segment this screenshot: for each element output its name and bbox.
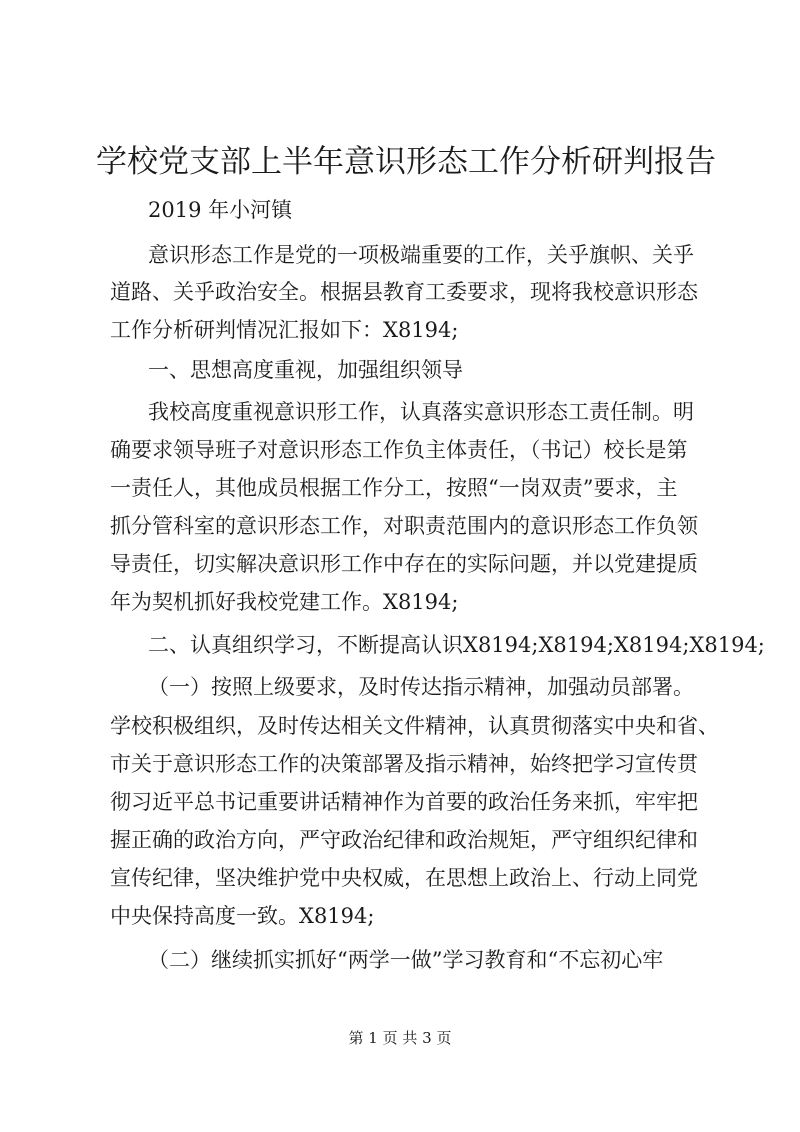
paragraph-line: （二）继续抓实抓好“两学一做”学习教育和“不忘初心牢 (148, 948, 664, 972)
paragraph-line: 工作分析研判情况汇报如下：X8194; (110, 318, 459, 342)
paragraph-line: 我校高度重视意识形工作，认真落实意识形态工责任制。明 (148, 400, 694, 424)
paragraph-line: 导责任，切实解决意识形工作中存在的实际问题，并以党建提质 (110, 552, 698, 576)
paragraph-line: 宣传纪律，坚决维护党中央权威，在思想上政治上、行动上同党 (110, 866, 698, 890)
paragraph-line: 确要求领导班子对意识形态工作负主体责任，（书记）校长是第 (110, 438, 688, 462)
paragraph-line: 意识形态工作是党的一项极端重要的工作，关乎旗帜、关乎 (148, 243, 694, 267)
paragraph-line: 市关于意识形态工作的决策部署及指示精神，始终把学习宣传贯 (110, 752, 698, 776)
paragraph-line: 彻习近平总书记重要讲话精神作为首要的政治任务来抓，牢牢把 (110, 790, 698, 814)
paragraph-line: 年为契机抓好我校党建工作。X8194; (110, 590, 459, 614)
paragraph-line: 抓分管科室的意识形态工作，对职责范围内的意识形态工作负领 (110, 514, 698, 538)
paragraph-line: （一）按照上级要求，及时传达指示精神，加强动员部署。 (148, 675, 694, 699)
paragraph-line: 道路、关乎政治安全。根据县教育工委要求，现将我校意识形态 (110, 280, 698, 304)
section-heading-1: 一、思想高度重视，加强组织领导 (148, 358, 463, 382)
paragraph-line: 握正确的政治方向，严守政治纪律和政治规矩，严守组织纪律和 (110, 828, 698, 852)
section-heading-2: 二、认真组织学习，不断提高认识X8194;X8194;X8194;X8194; (148, 633, 765, 657)
page-footer: 第 1 页 共 3 页 (348, 1029, 452, 1047)
paragraph-line: 中央保持高度一致。X8194; (110, 904, 375, 928)
paragraph-line: 学校积极组织，及时传达相关文件精神，认真贯彻落实中央和省、 (110, 714, 719, 738)
place-date-line: 2019 年小河镇 (148, 198, 293, 222)
document-title: 学校党支部上半年意识形态工作分析研判报告 (96, 144, 716, 180)
paragraph-line: 一责任人，其他成员根据工作分工，按照“一岗双责”要求，主 (110, 476, 678, 500)
